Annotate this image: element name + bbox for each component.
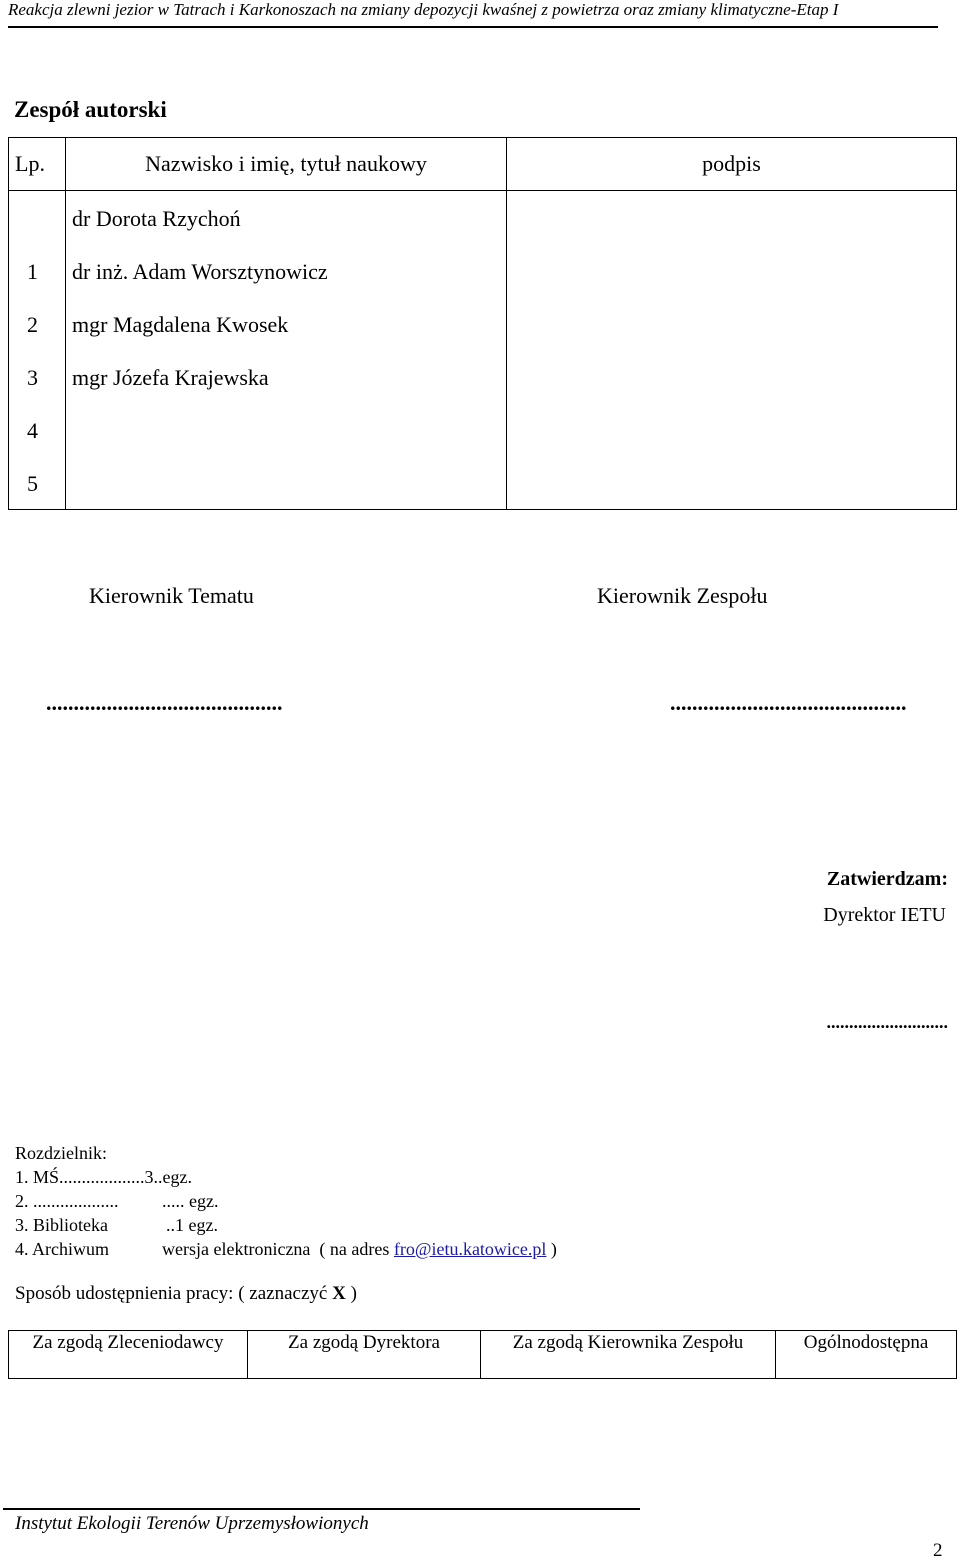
footer-institute: Instytut Ekologii Terenów Uprzemysłowionych (15, 1513, 369, 1534)
archive-email-link[interactable]: fro@ietu.katowice.pl (393, 1239, 547, 1259)
header-rule (8, 26, 938, 28)
director-label: Dyrektor IETU (823, 904, 946, 926)
author-name: dr Dorota Rzychoń (72, 206, 241, 231)
column-header-lp: Lp. (9, 138, 66, 191)
access-option-public[interactable]: Ogólnodostępna (776, 1331, 957, 1379)
archive-format-desc: wersja elektroniczna ( na adres (162, 1239, 394, 1259)
distribution-title: Rozdzielnik: (15, 1143, 107, 1163)
footer-rule (3, 1508, 640, 1510)
distribution-item (15, 1165, 192, 1189)
authors-table-body-row (9, 191, 957, 510)
column-header-name: Nazwisko i imię, tytuł naukowy (66, 138, 507, 191)
author-name: dr inż. Adam Worsztynowicz (72, 259, 328, 284)
row-number: 4 (27, 418, 38, 443)
access-label-mark: X (332, 1283, 346, 1304)
row-number: 5 (27, 471, 38, 496)
names-cell (66, 191, 507, 510)
authors-table (8, 137, 957, 510)
distribution-list (15, 1141, 557, 1261)
distribution-item-recipient: 1. MŚ...................3..egz. (15, 1167, 192, 1187)
archive-format-text (162, 1237, 557, 1261)
access-label-prefix: Sposób udostępnienia pracy: ( zaznaczyć (15, 1283, 333, 1304)
distribution-item-copies: ..1 egz. (166, 1215, 218, 1235)
row-number: 1 (27, 259, 38, 284)
page-number: 2 (933, 1540, 943, 1561)
access-method-label (15, 1283, 357, 1305)
access-option-team-manager[interactable]: Za zgodą Kierownika Zespołu (481, 1331, 776, 1379)
topic-manager-signature-line: ........................................... (46, 690, 283, 715)
author-name: mgr Magdalena Kwosek (72, 312, 289, 337)
distribution-item (15, 1237, 557, 1261)
distribution-item-recipient: 3. Biblioteka (15, 1215, 108, 1235)
director-signature-line: ........................... (826, 1012, 948, 1032)
team-manager-label: Kierownik Zespołu (597, 583, 768, 608)
topic-manager-label: Kierownik Tematu (89, 583, 254, 608)
document-header-title: Reakcja zlewni jezior w Tatrach i Karkonoszach na zmiany depozycji kwaśnej z powietrza oraz zmiany klimatyczne-Etap I (8, 0, 839, 19)
row-number: 3 (27, 365, 38, 390)
row-number: 2 (27, 312, 38, 337)
archive-format-tail: ) (546, 1239, 557, 1259)
approval-label: Zatwierdzam: (826, 868, 948, 890)
distribution-item-recipient: 2. ................... (15, 1191, 119, 1211)
distribution-item (15, 1189, 219, 1213)
authors-table-header-row (9, 138, 957, 191)
signature-cell (507, 191, 957, 510)
access-options-table (8, 1330, 957, 1379)
access-option-client[interactable]: Za zgodą Zleceniodawcy (9, 1331, 248, 1379)
section-title: Zespół autorski (14, 97, 167, 122)
access-option-director[interactable]: Za zgodą Dyrektora (248, 1331, 481, 1379)
access-label-suffix: ) (345, 1283, 357, 1304)
lp-cell (9, 191, 66, 510)
distribution-item (15, 1213, 218, 1237)
author-name: mgr Józefa Krajewska (72, 365, 269, 390)
team-manager-signature-line: ........................................... (670, 690, 907, 715)
distribution-item-recipient: 4. Archiwum (15, 1239, 109, 1259)
distribution-item-copies: ..... egz. (162, 1191, 219, 1211)
column-header-signature: podpis (507, 138, 957, 191)
